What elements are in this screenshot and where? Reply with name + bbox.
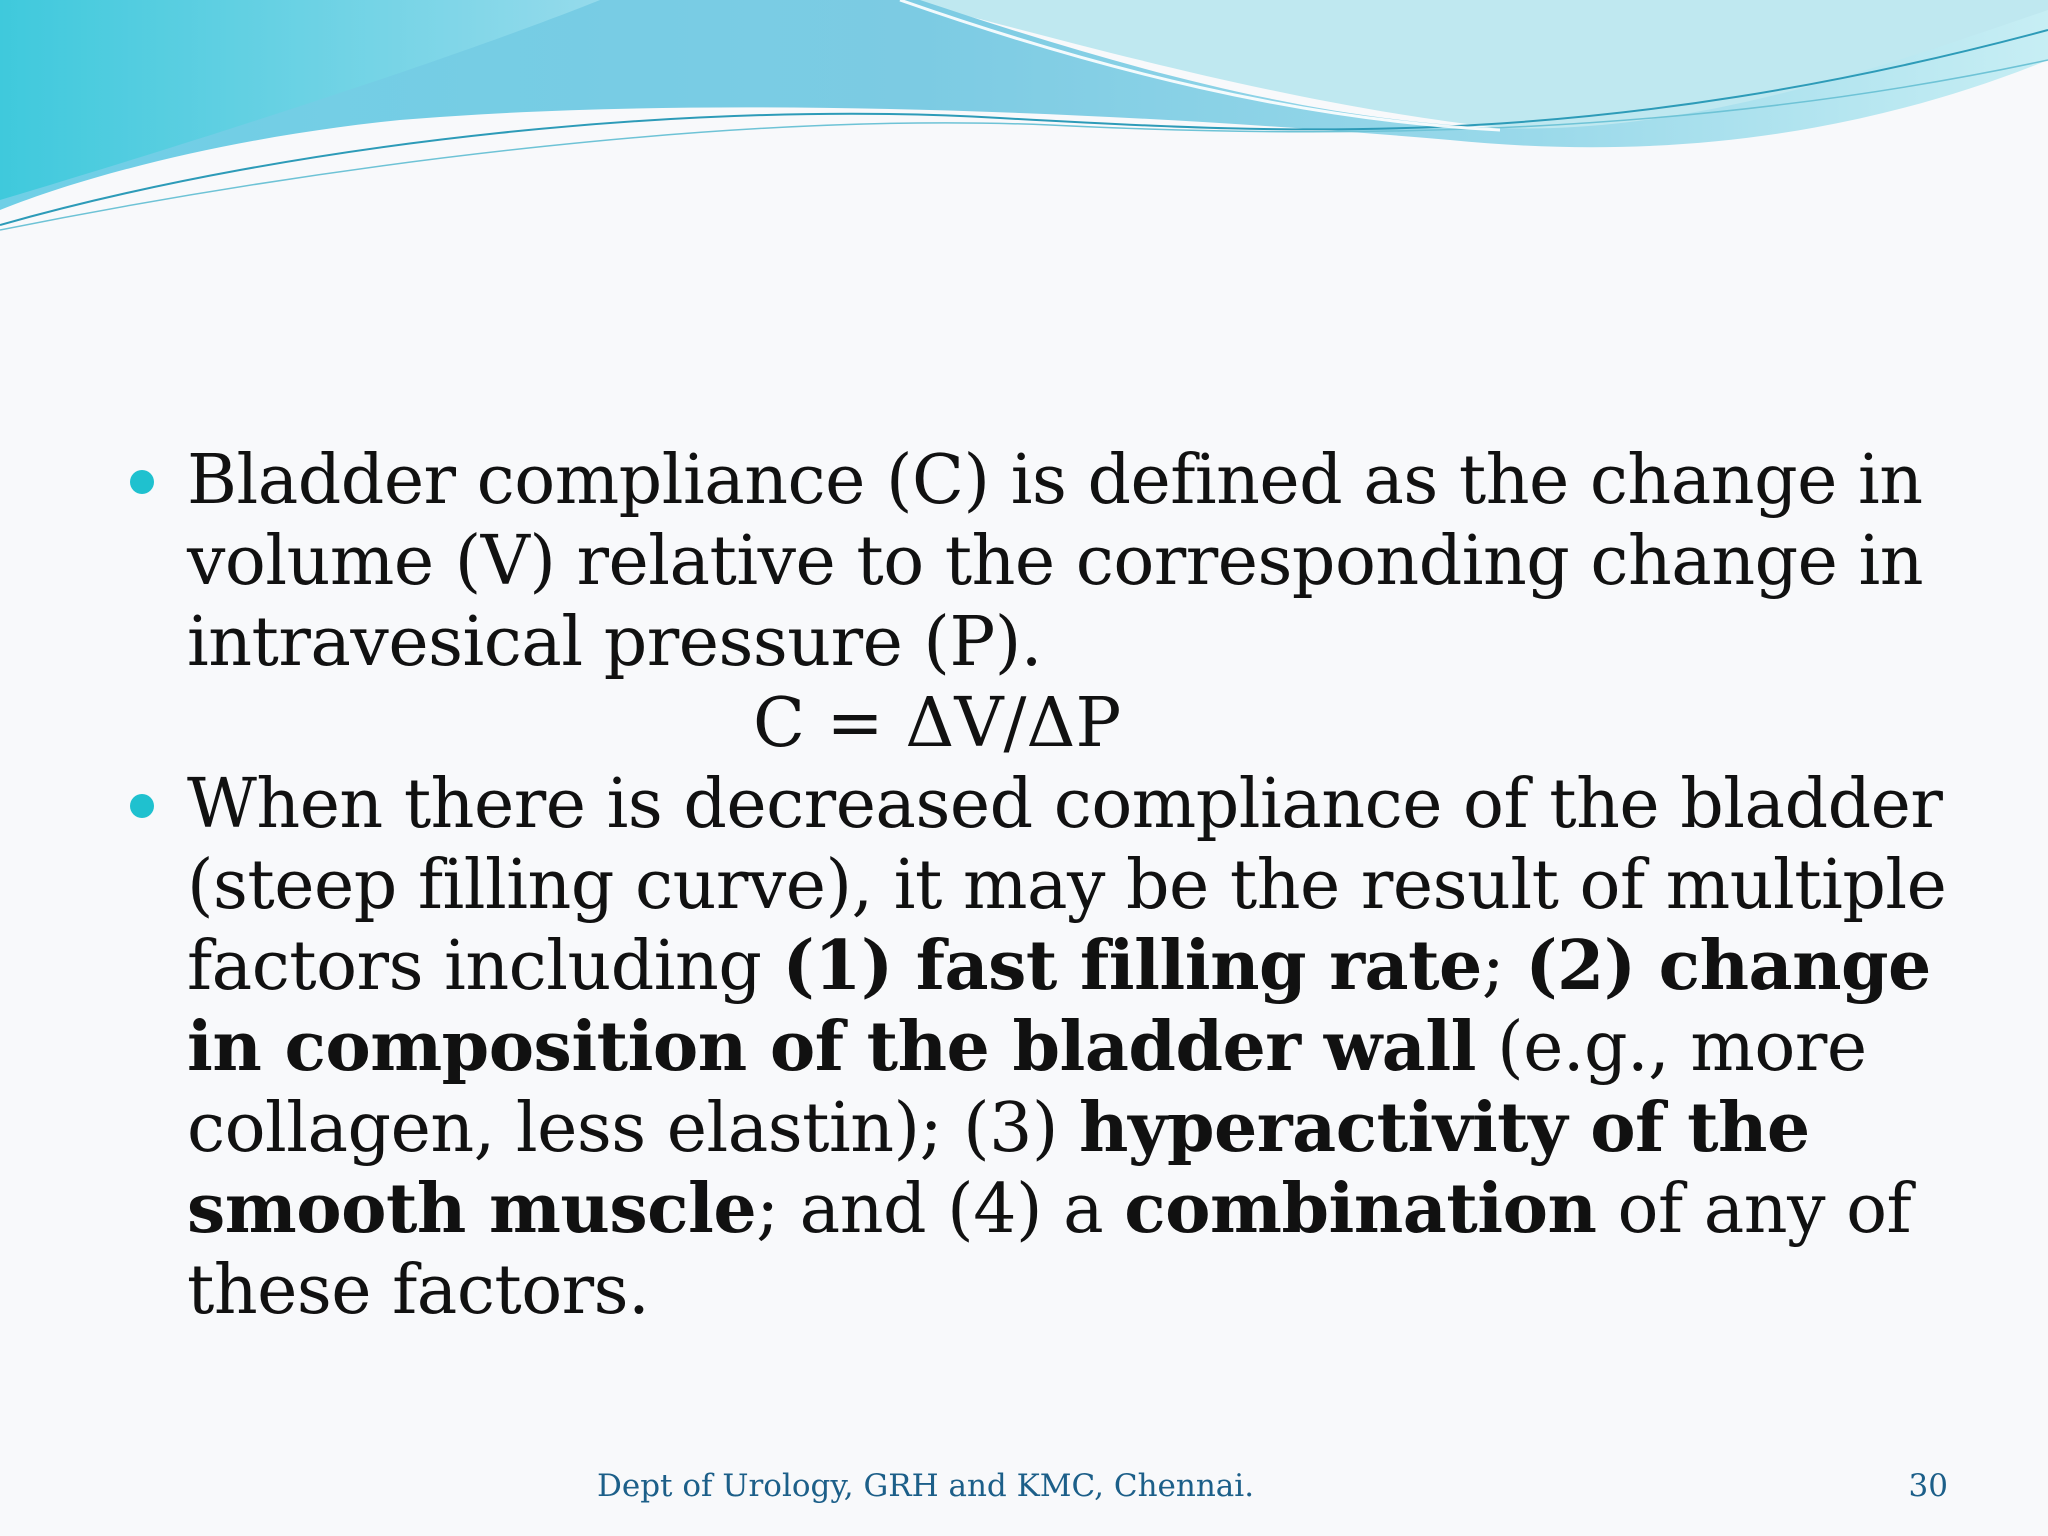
factor-bladder-wall: (2) change in composition of the bladder wall	[187, 926, 1931, 1087]
factor-hyperactivity: hyperactivity of the smooth muscle	[187, 1088, 1810, 1249]
bullet-text: ;	[1481, 927, 1526, 1006]
compliance-formula: C = ΔV/ΔP	[753, 684, 1122, 763]
bullet-dot-icon	[130, 794, 154, 818]
bullet-text: (e.g., more collagen, less elastin); (3)	[187, 1008, 1867, 1168]
page-number: 30	[1908, 1468, 1948, 1504]
slide-content	[125, 440, 1965, 1331]
bullet-text: ; and (4) a	[756, 1170, 1125, 1249]
bullet-text: of any of these factors.	[187, 1170, 1912, 1330]
bullet-text: Bladder compliance (C) is defined as the change in volume (V) relative to the corresponding change in intravesical pressure (P).	[187, 441, 1924, 682]
footer-text: Dept of Urology, GRH and KMC, Chennai.	[597, 1468, 1255, 1504]
bullet-decreased-compliance	[125, 764, 1965, 1331]
slide-footer	[0, 1468, 2048, 1508]
factor-fast-filling: (1) fast filling rate	[782, 926, 1482, 1006]
header-wave-decoration	[0, 0, 2048, 240]
bullet-compliance-definition	[125, 440, 1965, 683]
factor-combination: combination	[1124, 1169, 1597, 1249]
bullet-text: When there is decreased compliance of the bladder (steep filling curve), it may be the result of multiple factors including	[187, 765, 1947, 1006]
bullet-dot-icon	[130, 470, 154, 494]
